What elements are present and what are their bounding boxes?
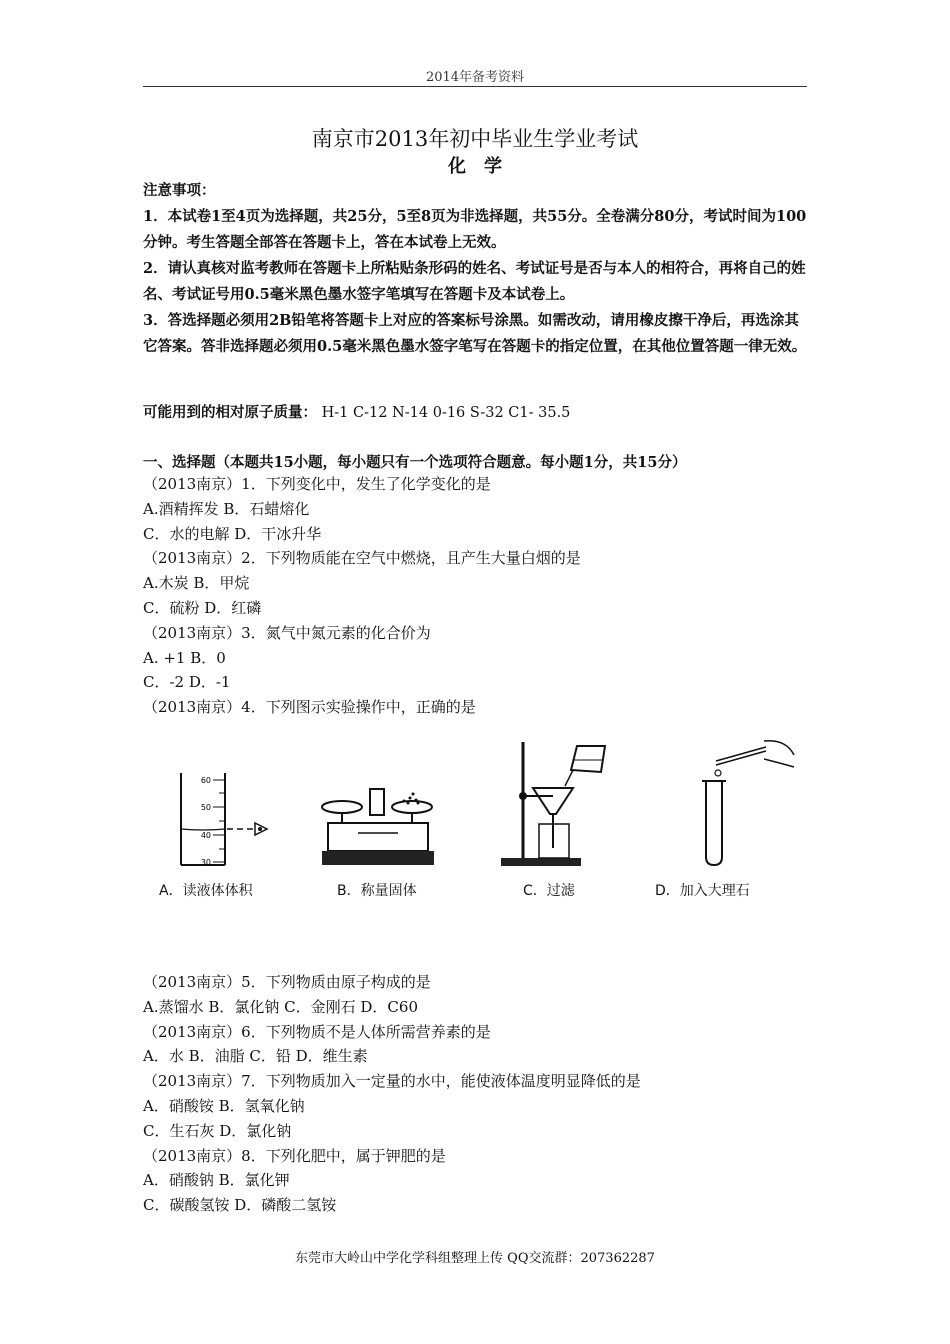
balance-illustration [318,783,438,873]
tick-label: 40 [200,831,211,840]
page-header: 2014年备考资料 [425,70,525,85]
option-line: C．硫粉 D．红磷 [143,598,262,617]
figure-caption-c: C．过滤 [523,883,575,899]
figure-caption-d: D．加入大理石 [655,883,750,899]
option-line: A．水 B．油脂 C．铅 D．维生素 [143,1047,368,1066]
atomic-masses-values: H-1 C-12 N-14 0-16 S-32 C1- 35.5 [321,405,571,421]
page-footer: 东莞市大岭山中学化学科组整理上传 QQ交流群：207362287 [295,1251,655,1266]
note-item: 2．请认真核对监考教师在答题卡上所粘贴条形码的姓名、考试证号是否与本人的相符合，再将自己的姓名、考试证号用0.5毫米黑色墨水签字笔填写在答题卡及本试卷上。 [143,260,806,303]
tick-label: 60 [200,776,211,785]
header-divider [143,86,807,87]
exam-title: 南京市2013年初中毕业生学业考试 [311,127,639,151]
exam-subject: 化学 [448,156,520,177]
option-line: C．碳酸氢铵 D．磷酸二氢铵 [143,1196,337,1215]
question-line: （2013南京）6．下列物质不是人体所需营养素的是 [143,1022,491,1041]
questions-5-8 [143,970,807,1218]
graduated-cylinder-illustration [163,765,273,875]
section-title: 一、选择题（本题共15小题，每小题只有一个选项符合题意。每小题1分，共15分） [143,454,687,471]
option-line: C．-2 D．-1 [143,673,231,692]
question-line: （2013南京）1．下列变化中，发生了化学变化的是 [143,475,491,493]
test-tube-illustration [668,737,798,872]
questions-1-4 [143,472,807,720]
option-line: A. +1 B．0 [143,648,226,667]
figure-caption-b: B．称量固体 [337,883,417,899]
question-line: （2013南京）5．下列物质由原子构成的是 [143,973,431,991]
option-line: C．水的电解 D．干冰升华 [143,524,322,543]
question-line: （2013南京）3．氮气中氮元素的化合价为 [143,623,431,642]
atomic-masses [143,401,570,422]
exam-notes [143,178,807,360]
tick-label: 50 [200,803,211,812]
question-line: （2013南京）4．下列图示实验操作中，正确的是 [143,698,476,717]
option-line: A．硝酸钠 B．氯化钾 [143,1171,290,1190]
option-line: A.酒精挥发 B．石蜡熔化 [143,499,310,518]
figure-caption-a: A．读液体体积 [159,883,253,899]
tick-label: 30 [200,858,211,867]
option-line: A.木炭 B．甲烷 [143,574,250,593]
question-line: （2013南京）2．下列物质能在空气中燃烧，且产生大量白烟的是 [143,549,581,568]
option-line: A.蒸馏水 B．氯化钠 C．金刚石 D．C60 [143,997,418,1016]
note-item: 1．本试卷1至4页为选择题，共25分，5至8页为非选择题，共55分。全卷满分80分，考试时间为100分钟。考生答题全部答在答题卡上，答在本试卷上无效。 [143,208,807,251]
notes-heading: 注意事项： [143,182,216,199]
question-line: （2013南京）8．下列化肥中，属于钾肥的是 [143,1146,446,1165]
note-item: 3．答选择题必须用2B铅笔将答题卡上对应的答案标号涂黑。如需改动，请用橡皮擦干净后，再选涂其它答案。答非选择题必须用0.5毫米黑色墨水签字笔写在答题卡的指定位置，在其他位置答题一律无效。 [143,312,807,355]
atomic-masses-label: 可能用到的相对原子质量： [143,404,317,421]
question-line: （2013南京）7．下列物质加入一定量的水中，能使液体温度明显降低的是 [143,1072,641,1091]
option-line: A．硝酸铵 B．氢氧化钠 [143,1096,305,1115]
lab-operations-figure [143,735,807,905]
option-line: C．生石灰 D．氯化钠 [143,1121,292,1140]
filtration-illustration [493,740,633,870]
